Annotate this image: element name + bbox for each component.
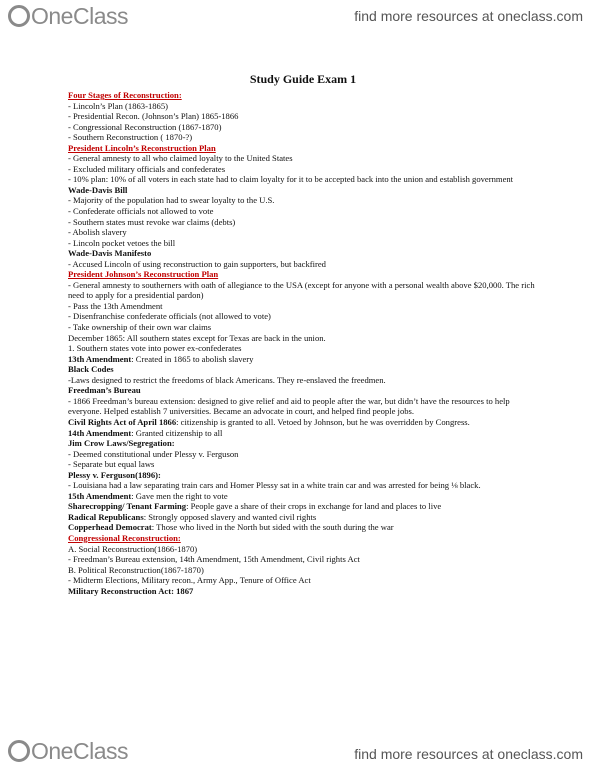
header-tagline-link[interactable]: find more resources at oneclass.com <box>354 8 583 24</box>
text-line: - Southern states must revoke war claims (debts) <box>68 216 236 227</box>
term-heading: Jim Crow Laws/Segregation: <box>68 438 175 449</box>
text-line: - Freedman’s Bureau extension, 14th Amendment, 15th Amendment, Civil rights Act <box>68 554 360 565</box>
section-heading: President Johnson’s Reconstruction Plan <box>68 269 219 280</box>
definition: : Gave men the right to vote <box>131 490 228 501</box>
text-line: - Midterm Elections, Military recon., Army App., Tenure of Office Act <box>68 575 311 586</box>
text-line: B. Political Reconstruction(1867-1870) <box>68 564 204 575</box>
text-line: - Deemed constitutional under Plessy v. Ferguson <box>68 448 239 459</box>
text-line: - Separate but equal laws <box>68 459 155 470</box>
text-line: - Accused Lincoln of using reconstruction to gain supporters, but backfired <box>68 258 326 269</box>
term-definition <box>68 417 538 428</box>
text-line: - Congressional Reconstruction (1867-1870) <box>68 121 222 132</box>
top-banner <box>0 0 595 36</box>
text-line: - Excluded military officials and confederates <box>68 163 226 174</box>
term: 14th Amendment <box>68 427 132 438</box>
term-definition <box>68 354 538 365</box>
text-line: - Confederate officials not allowed to vote <box>68 206 214 217</box>
term-definition <box>68 501 538 512</box>
section-heading: Four Stages of Reconstruction: <box>68 90 182 100</box>
logo-circle-icon <box>8 5 30 27</box>
text-line: - General amnesty to southerners with oath of allegiance to the USA (except for anyone with a personal wealth above $20,000. The rich need to apply for a presidential pardon) <box>68 279 535 301</box>
term: 13th Amendment <box>68 353 132 364</box>
term-heading: Wade-Davis Manifesto <box>68 248 152 259</box>
term: Copperhead Democrat <box>68 522 152 533</box>
term: Civil Rights Act of April 1866 <box>68 416 177 427</box>
logo-text: OneClass <box>31 3 128 29</box>
term-definition <box>68 491 538 502</box>
term-heading: Freedman’s Bureau <box>68 385 141 396</box>
section-heading: Congressional Reconstruction: <box>68 532 181 543</box>
footer-logo-text: OneClass <box>31 738 128 764</box>
text-line: -Laws designed to restrict the freedoms of black Americans. They re-enslaved the freedmen. <box>68 374 386 385</box>
text-line: - Majority of the population had to swear loyalty to the U.S. <box>68 195 275 206</box>
term-definition <box>68 522 538 533</box>
term-definition <box>68 512 538 523</box>
bottom-banner <box>0 734 595 770</box>
study-guide-document <box>68 72 538 596</box>
text-line: - Lincoln’s Plan (1863-1865) <box>68 100 169 111</box>
definition: : Strongly opposed slavery and wanted civil rights <box>143 511 317 522</box>
text-line: - 10% plan: 10% of all voters in each state had to claim loyalty for it to be accepted back into the union and establish government <box>68 174 514 185</box>
text-line: 1. Southern states vote into power ex-confederates <box>68 343 242 354</box>
section-heading: President Lincoln’s Reconstruction Plan <box>68 142 216 153</box>
term: Radical Republicans <box>68 511 144 522</box>
text-line: - General amnesty to all who claimed loyalty to the United States <box>68 153 293 164</box>
definition: : Created in 1865 to abolish slavery <box>131 353 254 364</box>
footer-logo-circle-icon <box>8 740 30 762</box>
text-line: - 1866 Freedman’s bureau extension: designed to give relief and aid to people after the war, but didn’t have the resources to help everyone. Helped establish 7 universities. Became an advocate in court, and helped find people jobs. <box>68 395 510 417</box>
text-line: - Take ownership of their own war claims <box>68 322 212 333</box>
document-body <box>68 90 538 596</box>
text-line: A. Social Reconstruction(1866-1870) <box>68 543 198 554</box>
term: Sharecropping/ Tenant Farming <box>68 501 187 512</box>
definition: : People gave a share of their crops in exchange for land and places to live <box>186 501 442 512</box>
definition: : citizenship is granted to all. Vetoed by Johnson, but he was overridden by Congress. <box>176 416 470 427</box>
text-line: - Presidential Recon. (Johnson’s Plan) 1865-1866 <box>68 111 239 122</box>
term: 15th Amendment <box>68 490 132 501</box>
term-heading: Military Reconstruction Act: 1867 <box>68 585 194 596</box>
footer-tagline-link[interactable]: find more resources at oneclass.com <box>354 746 583 762</box>
text-line: December 1865: All southern states except for Texas are back in the union. <box>68 332 326 343</box>
definition: : Those who lived in the North but sided with the south during the war <box>151 522 394 533</box>
text-line: - Louisiana had a law separating train cars and Homer Plessy sat in a white train car and was arrested for being ⅛ black. <box>68 480 481 491</box>
oneclass-logo[interactable] <box>8 5 128 27</box>
text-line: - Pass the 13th Amendment <box>68 300 163 311</box>
term-definition <box>68 428 538 439</box>
text-line: - Southern Reconstruction ( 1870-?) <box>68 132 193 143</box>
term-heading: Black Codes <box>68 364 114 375</box>
term-heading: Plessy v. Ferguson(1896): <box>68 469 161 480</box>
text-line: - Abolish slavery <box>68 227 127 238</box>
text-line: - Disenfranchise confederate officials (not allowed to vote) <box>68 311 271 322</box>
document-title: Study Guide Exam 1 <box>249 72 357 86</box>
text-line: - Lincoln pocket vetoes the bill <box>68 237 176 248</box>
term-heading: Wade-Davis Bill <box>68 184 128 195</box>
definition: : Granted citizenship to all <box>131 427 223 438</box>
footer-oneclass-logo[interactable] <box>8 740 128 762</box>
